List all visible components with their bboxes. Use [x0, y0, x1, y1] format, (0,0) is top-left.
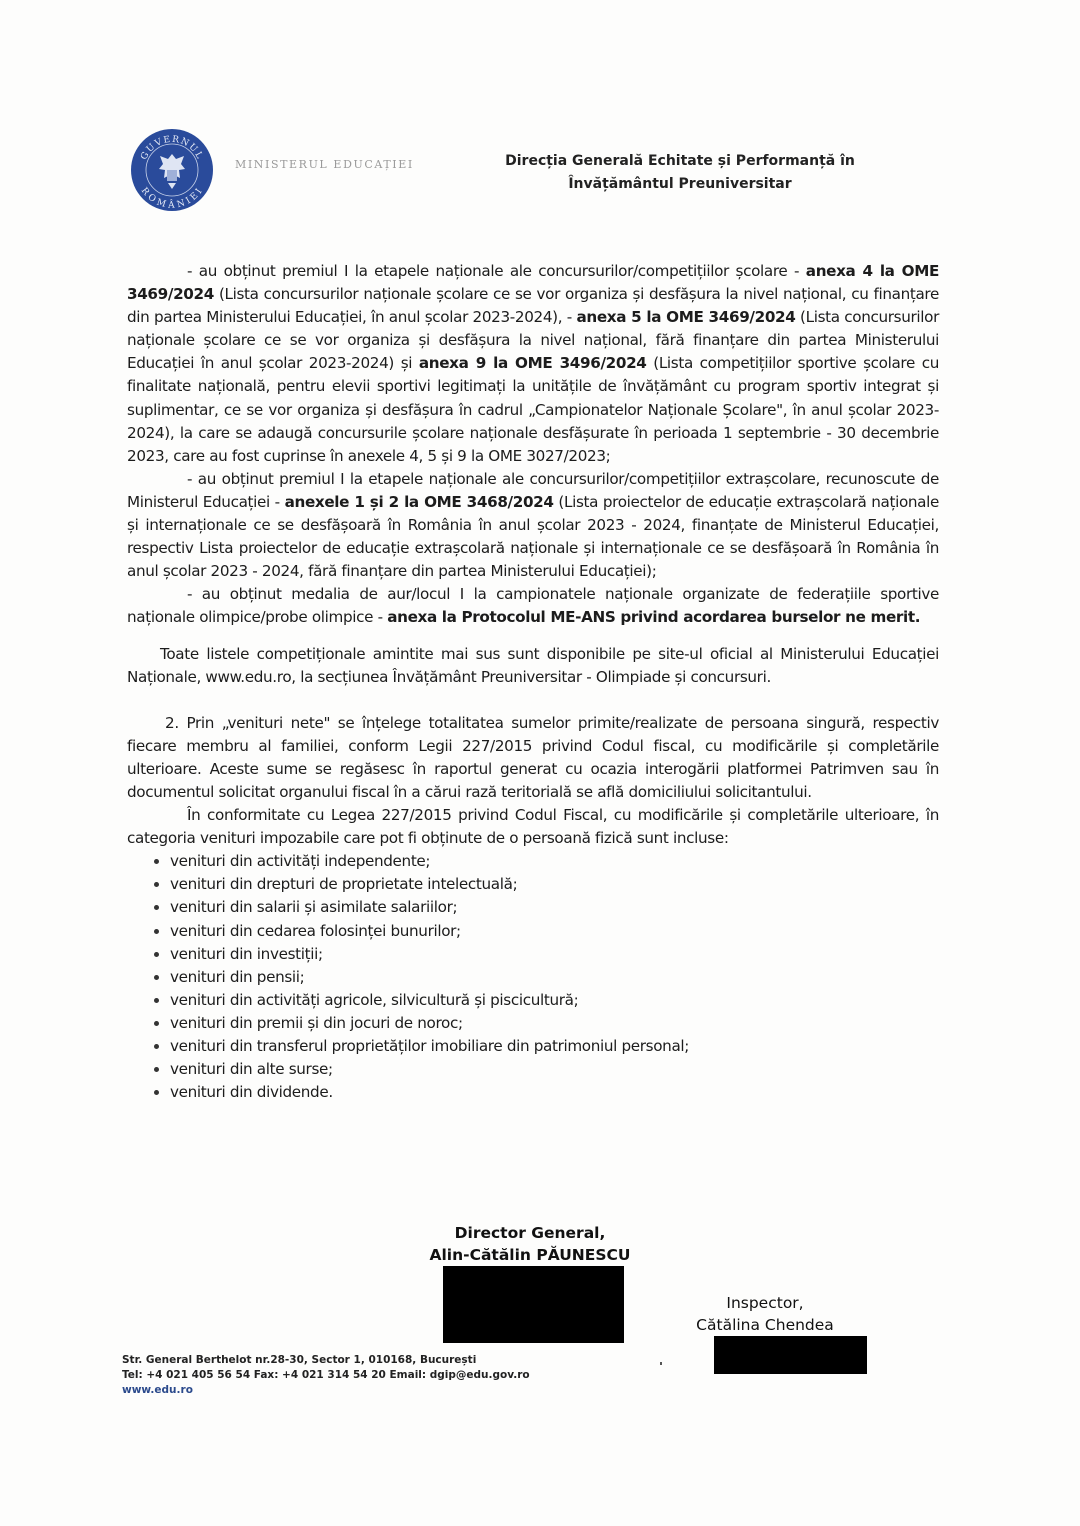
- svg-text:GUVERNUL: GUVERNUL: [139, 134, 205, 162]
- footer-contact: [122, 1353, 530, 1398]
- redacted-director-signature: [443, 1266, 624, 1343]
- inspector-title: Inspector,: [726, 1294, 804, 1312]
- director-signature-block: [420, 1222, 640, 1266]
- paragraph-extracurricular-competitions: - au obținut premiul I la etapele naționale ale concursurilor/competițiilor extrașcolare, recunoscute de Ministerul Educației - anexele 1 și 2 la OME 3468/2024 (Lista proiectelor de educație extrașcolară naționale și internaționale ce se desfășoară în România în anul școlar 2023 - 2024, finanțate de Ministerul Educației, respectiv Lista proiectelor de educație extrașcolară naționale și internaționale ce se desfășoară în România în anul școlar 2023 - 2024, fără finanțare din partea Ministerului Educației);: [127, 469, 939, 581]
- list-item: venituri din activități agricole, silvicultură și piscicultură;: [154, 989, 939, 1012]
- svg-text:ROMÂNIEI: ROMÂNIEI: [138, 185, 206, 211]
- paragraph-competition-lists-note: Toate listele competiționale amintite mai sus sunt disponibile pe site-ul oficial al Ministerului Educației Naționale, www.edu.ro, la secțiunea Învățământ Preuniversitar - Olimpiade și concursuri.: [127, 644, 939, 686]
- list-item: venituri din premii și din jocuri de noroc;: [154, 1012, 939, 1035]
- list-item: venituri din activități independente;: [154, 850, 939, 873]
- scan-speck: [660, 1362, 662, 1365]
- letterhead: [0, 0, 1080, 230]
- list-item: venituri din drepturi de proprietate intelectuală;: [154, 873, 939, 896]
- list-item: venituri din salarii și asimilate salariilor;: [154, 896, 939, 919]
- inspector-signature-block: [690, 1292, 840, 1336]
- footer-phone-email: Tel: +4 021 405 56 54 Fax: +4 021 314 54 20 Email: dgip@edu.gov.ro: [122, 1369, 530, 1381]
- list-item: venituri din dividende.: [154, 1081, 939, 1104]
- direction-title-line2: Învățământul Preuniversitar: [568, 176, 792, 192]
- income-categories-list: [127, 850, 939, 1104]
- paragraph-net-income-definition: 2. Prin „venituri nete" se înțelege totalitatea sumelor primite/realizate de persoana singură, respectiv fiecare membru al familiei, conform Legii 227/2015 privind Codul fiscal, cu modificările și completările ulterioare. Aceste sume se regăsesc în raportul generat cu ocazia interogării platformei Patrimven sau în documentul solicitat organului fiscal în a cărui rază teritorială se află domiciliului solicitantului.: [127, 713, 939, 801]
- footer-address: Str. General Berthelot nr.28-30, Sector 1, 010168, București: [122, 1354, 477, 1366]
- list-item: venituri din alte surse;: [154, 1058, 939, 1081]
- paragraph-fiscal-code: În conformitate cu Legea 227/2015 privind Codul Fiscal, cu modificările și completările ulterioare, în categoria venituri impozabile care pot fi obținute de o persoană fizică sunt incluse:: [127, 806, 939, 848]
- redacted-inspector-signature: [714, 1336, 867, 1374]
- ministry-name: MINISTERUL EDUCAȚIEI: [235, 158, 414, 171]
- list-item: venituri din transferul proprietăților imobiliare din patrimoniul personal;: [154, 1035, 939, 1058]
- government-seal-icon: [130, 128, 214, 212]
- paragraph-school-competitions: - au obținut premiul I la etapele naționale ale concursurilor/competițiilor școlare - anexa 4 la OME 3469/2024 (Lista concursurilor naționale școlare ce se vor organiza și desfășura la nivel național, cu finanțare din partea Ministerului Educației, în anul școlar 2023-2024), - anexa 5 la OME 3469/2024 (Lista concursurilor naționale școlare ce se vor organiza și desfășura la nivel național, fără finanțare din partea Ministerului Educației în anul școlar 2023-2024) și anexa 9 la OME 3496/2024 (Lista competițiilor sportive școlare cu finalitate națională, pentru elevii sportivi legitimați la unitățile de învățământ cu program sportiv integrat și suplimentar, ce se vor organiza și desfășura în cadrul „Campionatelor Naționale Școlare", în anul școlar 2023-2024), la care se adaugă concursurile școlare naționale desfășurate în perioada 1 septembrie - 30 decembrie 2023, care au fost cuprinse în anexele 4, 5 și 9 la OME 3027/2023;: [127, 262, 939, 465]
- list-item: venituri din cedarea folosinței bunurilor;: [154, 920, 939, 943]
- paragraph-sports-medals: - au obținut medalia de aur/locul I la campionatele naționale organizate de federațiile sportive naționale olimpice/probe olimpice - anexa la Protocolul ME-ANS privind acordarea burselor ne merit.: [127, 585, 939, 627]
- list-item: venituri din investiții;: [154, 943, 939, 966]
- list-item: venituri din pensii;: [154, 966, 939, 989]
- footer-website-link[interactable]: www.edu.ro: [122, 1384, 193, 1396]
- director-title: Director General,: [454, 1224, 606, 1242]
- director-name: Alin-Cătălin PĂUNESCU: [429, 1246, 631, 1264]
- document-body: [127, 260, 939, 1104]
- direction-title: [490, 150, 870, 196]
- inspector-name: Cătălina Chendea: [696, 1316, 834, 1334]
- direction-title-line1: Direcția Generală Echitate și Performanță în: [505, 153, 855, 169]
